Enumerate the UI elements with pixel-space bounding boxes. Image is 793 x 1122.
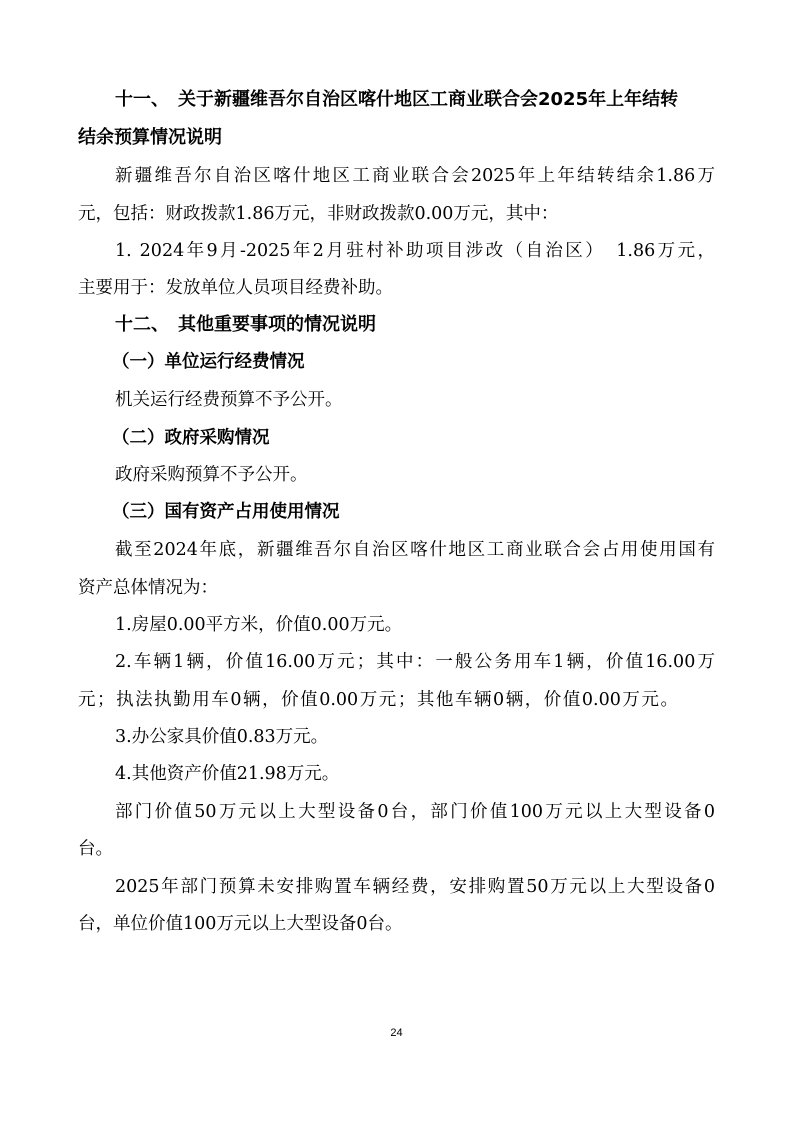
equipment-line1: 部门价值50万元以上大型设备0台，部门价值100万元以上大型设备0 <box>115 802 715 822</box>
section-12-heading: 十二、 其他重要事项的情况说明 <box>115 314 376 335</box>
equipment-line2: 台。 <box>78 839 113 859</box>
assets-intro-line1: 截至2024年底，新疆维吾尔自治区喀什地区工商业联合会占用使用国有 <box>115 540 715 560</box>
subsection-2-title: （二）政府采购情况 <box>112 428 270 448</box>
section-11-paragraph-line1: 新疆维吾尔自治区喀什地区工商业联合会2025年上年结转结余1.86万 <box>115 166 715 186</box>
subsection-2-text: 政府采购预算不予公开。 <box>115 465 308 485</box>
section-11-item1-line1: 1. 2024年9月-2025年2月驻村补助项目涉改（自治区） 1.86万元， <box>115 241 715 261</box>
section-11-heading-line1: 十一、 关于新疆维吾尔自治区喀什地区工商业联合会2025年上年结转 <box>115 89 679 110</box>
assets-house: 1.房屋0.00平方米，价值0.00万元。 <box>115 615 403 635</box>
subsection-3-title: （三）国有资产占用使用情况 <box>112 502 340 522</box>
section-11-item1-line2: 主要用于：发放单位人员项目经费补助。 <box>78 278 393 298</box>
page-number: 24 <box>390 1027 403 1039</box>
subsection-1-title: （一）单位运行经费情况 <box>112 352 305 372</box>
budget-line2: 台，单位价值100万元以上大型设备0台。 <box>78 914 403 934</box>
assets-vehicle-line1: 2.车辆1辆，价值16.00万元；其中：一般公务用车1辆，价值16.00万 <box>115 652 715 672</box>
assets-furniture: 3.办公家具价值0.83万元。 <box>115 727 329 747</box>
assets-other: 4.其他资产价值21.98万元。 <box>115 764 340 784</box>
assets-intro-line2: 资产总体情况为： <box>78 578 218 598</box>
section-11-heading-line2: 结余预算情况说明 <box>78 127 222 148</box>
section-11-paragraph-line2: 元，包括：财政拨款1.86万元，非财政拨款0.00万元，其中： <box>78 204 559 224</box>
budget-line1: 2025年部门预算未安排购置车辆经费，安排购置50万元以上大型设备0 <box>115 877 715 897</box>
assets-vehicle-line2: 元；执法执勤用车0辆，价值0.00万元；其他车辆0辆，价值0.00万元。 <box>78 690 678 710</box>
subsection-1-text: 机关运行经费预算不予公开。 <box>115 390 343 410</box>
